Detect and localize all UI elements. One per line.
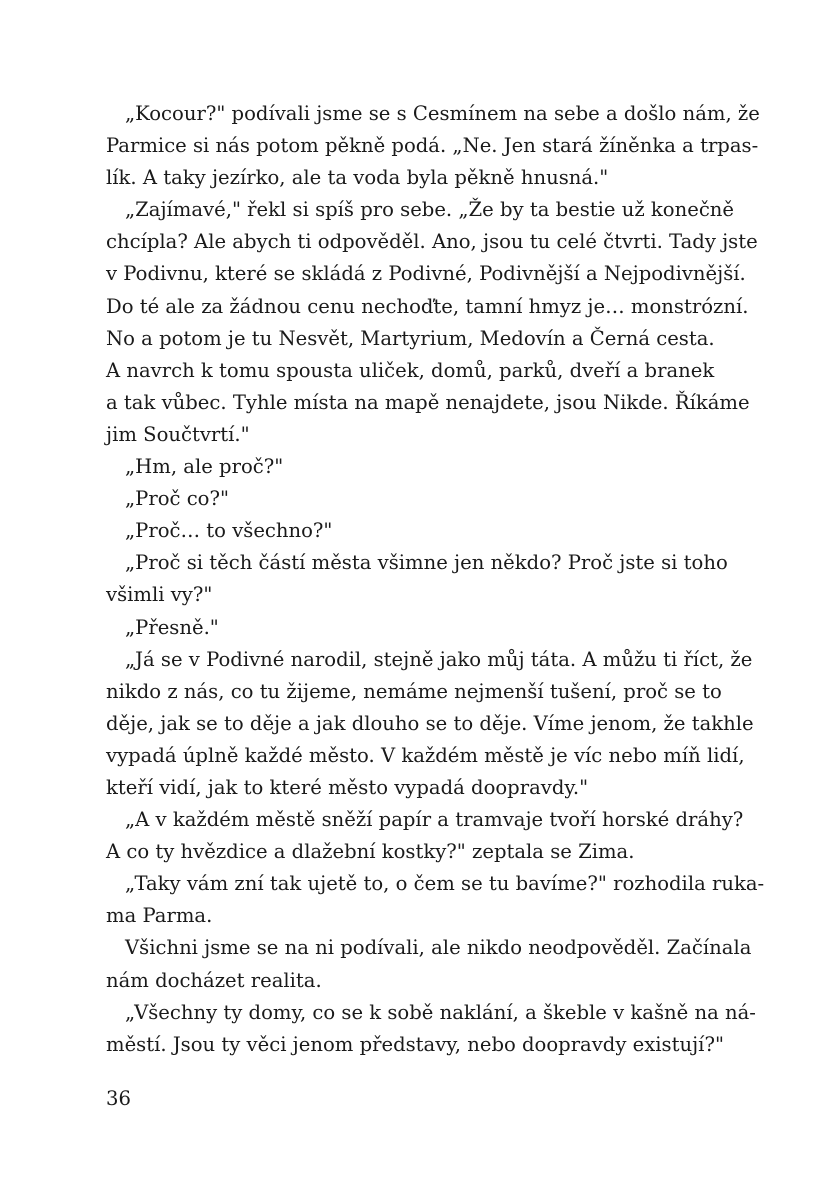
text-line: „Taky vám zní tak ujetě to, o čem se tu bavíme?" rozhodila ruka- bbox=[125, 872, 765, 896]
text-line: lík. A taky jezírko, ale ta voda byla pěkně hnusná." bbox=[106, 166, 609, 190]
text-line: Do té ale za žádnou cenu nechoďte, tamní hmyz je… monstrózní. bbox=[106, 294, 749, 318]
page-number: 36 bbox=[106, 1087, 131, 1110]
text-line: „Všechny ty domy, co se k sobě naklání, a škeble v kašně na ná- bbox=[125, 1000, 756, 1024]
text-line: „Hm, ale proč?" bbox=[125, 455, 284, 479]
text-line: „Přesně." bbox=[125, 615, 219, 639]
text-line: „Proč si těch částí města všimne jen někdo? Proč jste si toho bbox=[125, 551, 728, 575]
text-line: „Zajímavé," řekl si spíš pro sebe. „Že by ta bestie už konečně bbox=[125, 198, 735, 222]
text-line: ma Parma. bbox=[106, 904, 213, 928]
text-line: „Proč… to všechno?" bbox=[125, 519, 333, 543]
text-line: A navrch k tomu spousta uliček, domů, parků, dveří a branek bbox=[106, 358, 715, 382]
text-line: A co ty hvězdice a dlažební kostky?" zeptala se Zima. bbox=[106, 840, 635, 864]
text-line: „Proč co?" bbox=[125, 487, 229, 511]
text-line: vypadá úplně každé město. V každém městě je víc nebo míň lidí, bbox=[106, 743, 745, 767]
text-line: Všichni jsme se na ni podívali, ale nikdo neodpověděl. Začínala bbox=[125, 936, 752, 960]
text-line: Parmice si nás potom pěkně podá. „Ne. Jen stará žíněnka a trpas- bbox=[106, 134, 759, 158]
text-line: No a potom je tu Nesvět, Martyrium, Medovín a Černá cesta. bbox=[106, 326, 715, 350]
text-line: městí. Jsou ty věci jenom představy, nebo doopravdy existují?" bbox=[106, 1032, 724, 1056]
text-line: nám docházet realita. bbox=[106, 968, 322, 992]
text-line: v Podivnu, které se skládá z Podivné, Podivnější a Nejpodivnější. bbox=[106, 262, 746, 286]
text-line: „Já se v Podivné narodil, stejně jako můj táta. A můžu ti říct, že bbox=[125, 647, 753, 671]
text-line: kteří vidí, jak to které město vypadá doopravdy." bbox=[106, 775, 589, 799]
text-line: „Kocour?" podívali jsme se s Cesmínem na sebe a došlo nám, že bbox=[125, 102, 760, 125]
text-line: jim Součtvrtí." bbox=[106, 422, 250, 446]
text-line: a tak vůbec. Tyhle místa na mapě nenajdete, jsou Nikde. Říkáme bbox=[106, 390, 750, 414]
text-line: chcípla? Ale abych ti odpověděl. Ano, jsou tu celé čtvrti. Tady jste bbox=[106, 230, 758, 254]
text-line: všimli vy?" bbox=[106, 583, 213, 607]
text-line: děje, jak se to děje a jak dlouho se to děje. Víme jenom, že takhle bbox=[106, 711, 754, 735]
text-line: nikdo z nás, co tu žijeme, nemáme nejmenší tušení, proč se to bbox=[106, 679, 722, 703]
text-line: „A v každém městě sněží papír a tramvaje tvoří horské dráhy? bbox=[125, 808, 744, 832]
book-page-text bbox=[106, 98, 765, 1061]
